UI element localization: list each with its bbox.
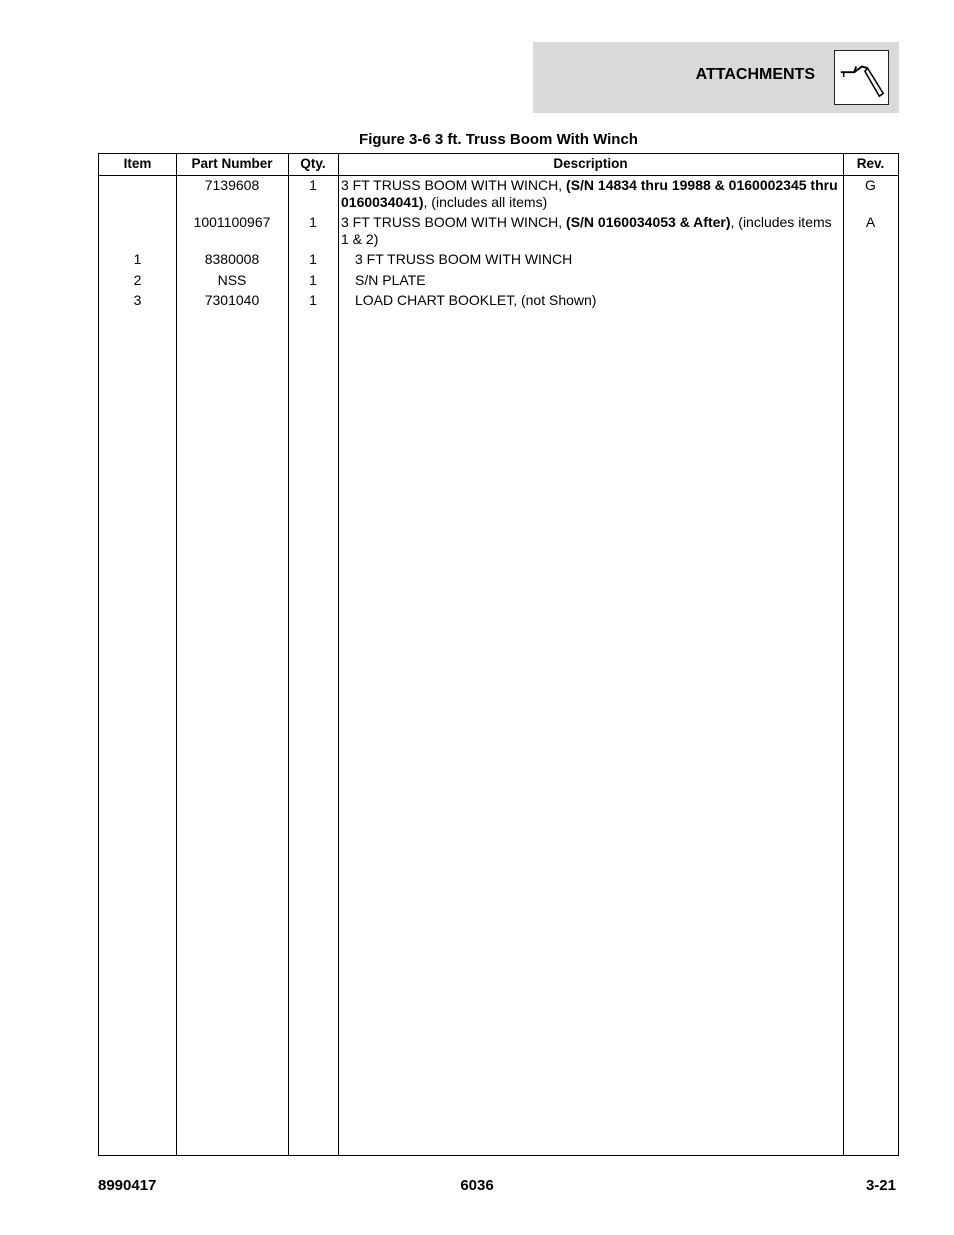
- figure-title: Figure 3-6 3 ft. Truss Boom With Winch: [359, 131, 638, 148]
- description-note: , (includes items 1 & 2): [341, 214, 832, 247]
- header-item: Item: [123, 156, 152, 171]
- description-note: , (includes all items): [423, 194, 548, 210]
- description-text: 3 FT TRUSS BOOM WITH WINCH,: [341, 177, 567, 193]
- item-cell: 3: [133, 292, 142, 308]
- description-cell: [341, 214, 841, 248]
- part-number-cell: NSS: [217, 272, 247, 288]
- item-cell: 2: [133, 272, 142, 288]
- qty-cell: 1: [309, 272, 317, 288]
- footer-page-number: 3-21: [865, 1177, 896, 1194]
- rev-cell: G: [865, 177, 876, 193]
- section-title: ATTACHMENTS: [695, 66, 815, 83]
- description-cell: LOAD CHART BOOKLET, (not Shown): [355, 292, 597, 308]
- attachment-icon: [834, 50, 889, 105]
- header-rev: Rev.: [856, 156, 885, 171]
- description-cell: S/N PLATE: [355, 272, 426, 288]
- item-cell: 1: [133, 251, 142, 267]
- description-text: 3 FT TRUSS BOOM WITH WINCH,: [341, 214, 567, 230]
- footer-model: 6036: [460, 1177, 494, 1194]
- serial-range: (S/N 0160034053 & After): [566, 214, 731, 230]
- qty-cell: 1: [309, 177, 317, 193]
- description-cell: 3 FT TRUSS BOOM WITH WINCH: [355, 251, 573, 267]
- header-qty: Qty.: [300, 156, 326, 171]
- header-description: Description: [553, 156, 628, 171]
- footer-document-number: 8990417: [98, 1177, 157, 1194]
- table-header: [99, 154, 898, 176]
- rev-cell: A: [865, 214, 876, 230]
- header-part-number: Part Number: [191, 156, 273, 171]
- part-number-cell: 7139608: [204, 177, 260, 193]
- description-cell: [341, 177, 841, 211]
- qty-cell: 1: [309, 251, 317, 267]
- part-number-cell: 1001100967: [193, 214, 271, 230]
- parts-table: [98, 153, 899, 1156]
- column-divider: [338, 154, 339, 1155]
- qty-cell: 1: [309, 292, 317, 308]
- part-number-cell: 8380008: [204, 251, 260, 267]
- section-header: [533, 42, 899, 113]
- serial-range: (S/N 14834 thru 19988 & 0160002345 thru 0160034041): [341, 177, 838, 210]
- qty-cell: 1: [309, 214, 317, 230]
- part-number-cell: 7301040: [204, 292, 260, 308]
